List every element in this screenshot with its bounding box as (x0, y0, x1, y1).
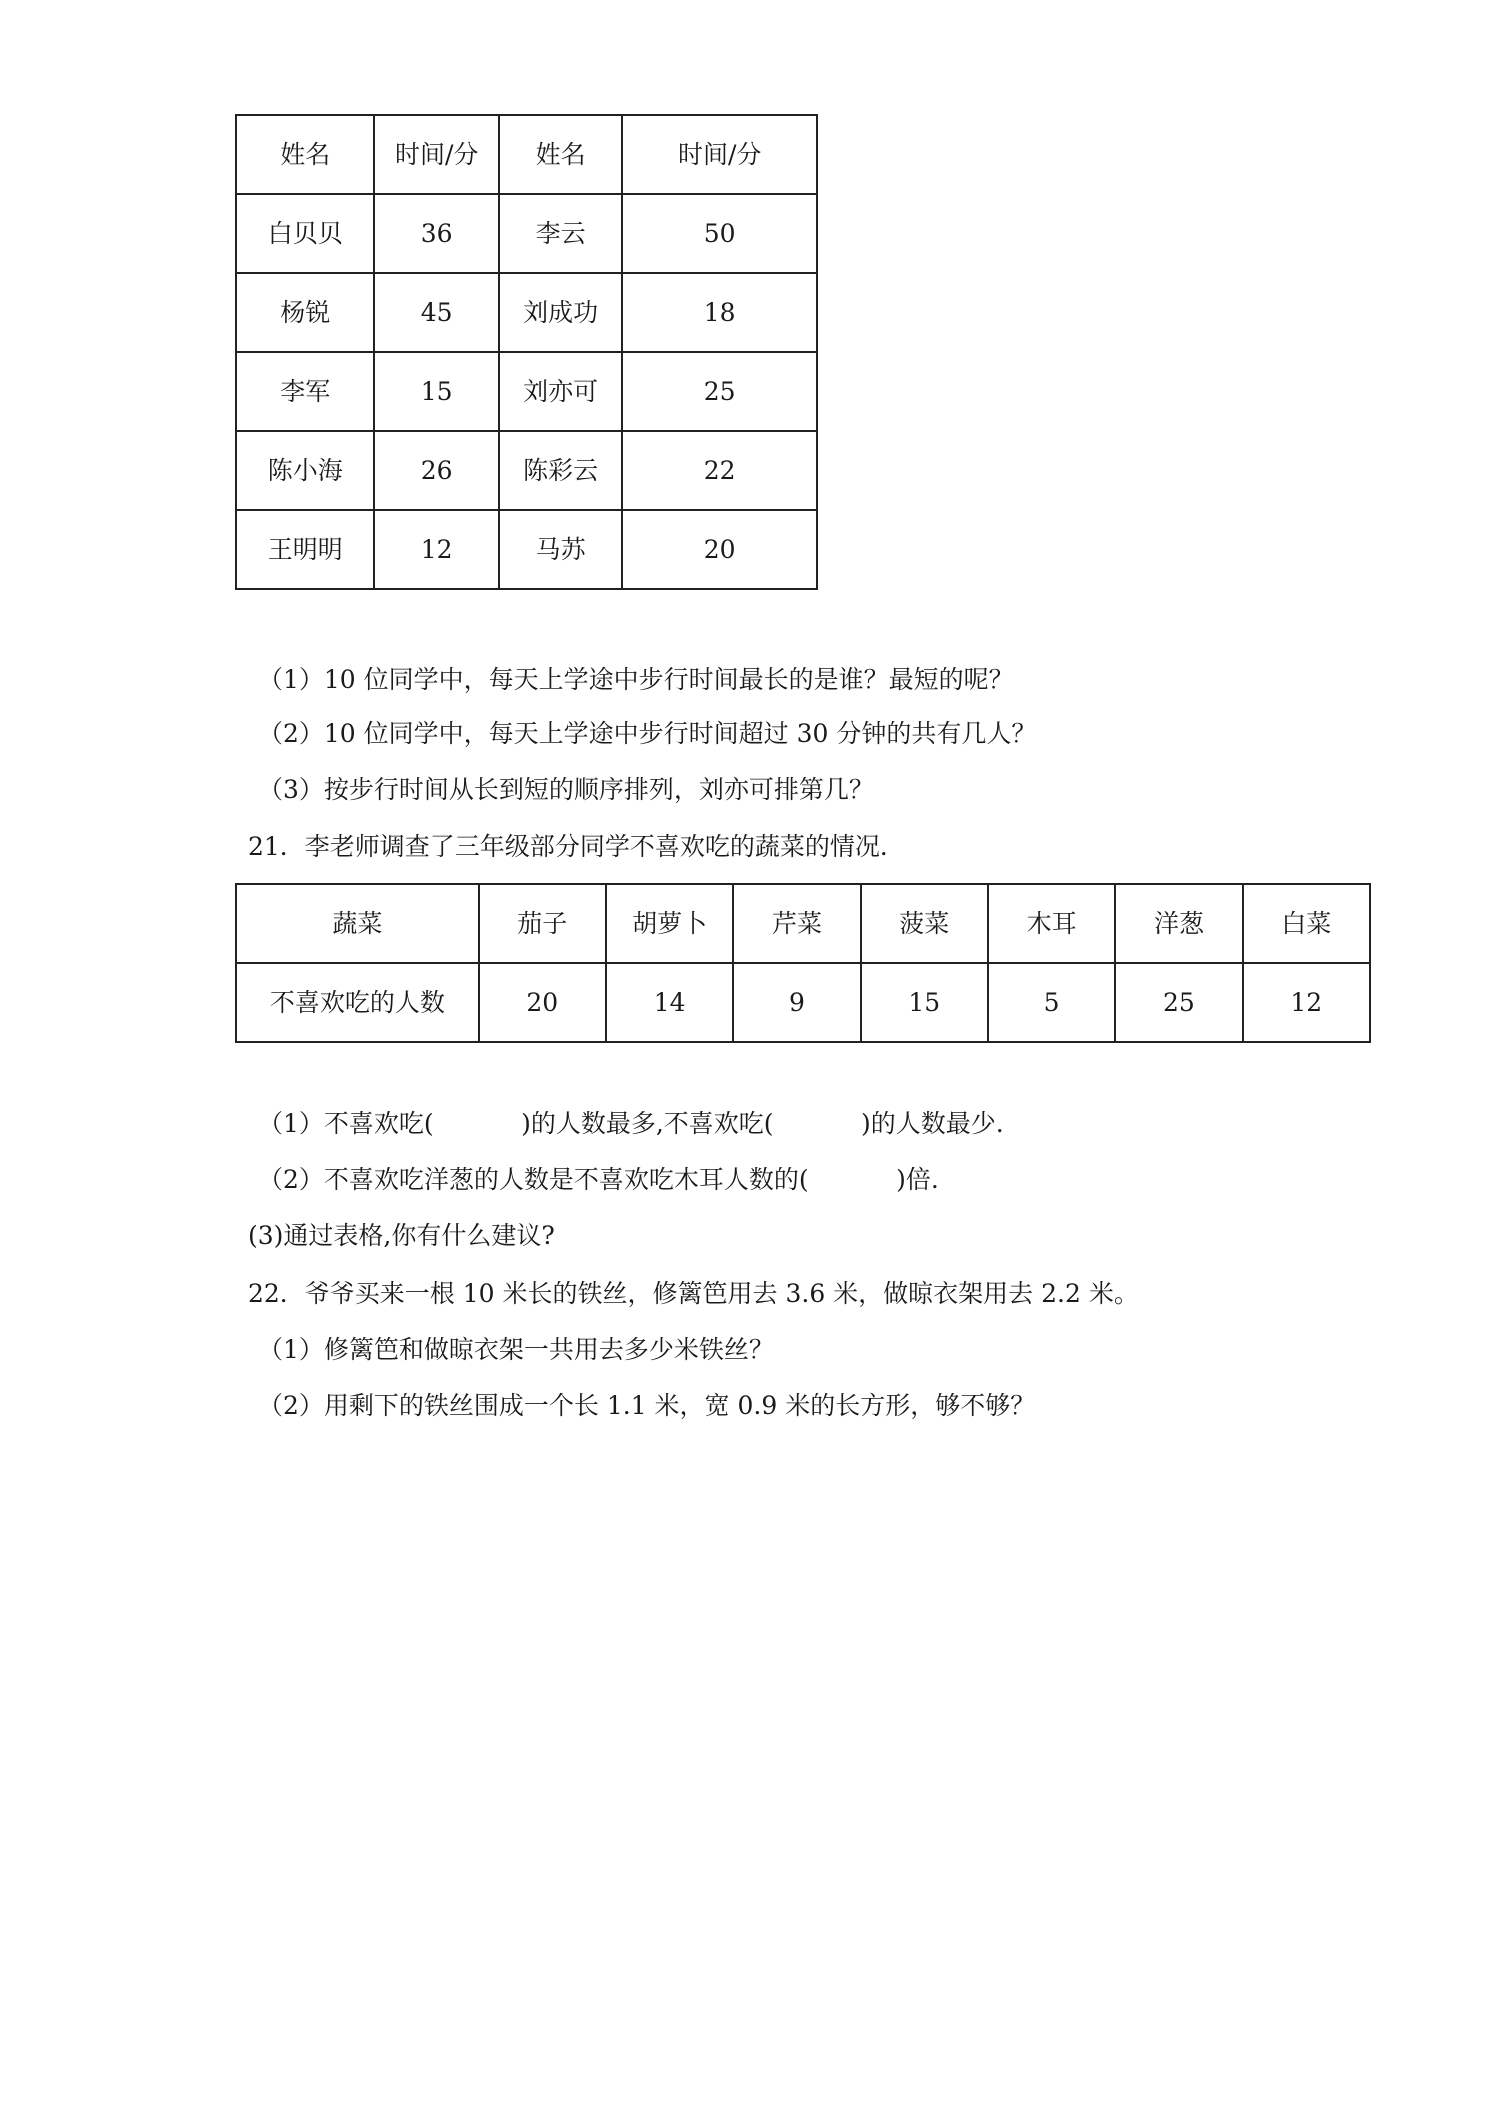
walk-minutes: 50 (622, 194, 817, 273)
student-name: 杨锐 (236, 273, 374, 352)
vegetable-name: 芹菜 (733, 884, 860, 963)
q21-subquestion-2: （2）不喜欢吃洋葱的人数是不喜欢吃木耳人数的( )倍. (258, 1165, 939, 1194)
dislike-count: 5 (988, 963, 1115, 1042)
table-row (236, 352, 817, 431)
q22-subquestion-2: （2）用剩下的铁丝围成一个长 1.1 米，宽 0.9 米的长方形，够不够？ (258, 1391, 1036, 1420)
student-name: 刘亦可 (499, 352, 622, 431)
dislike-count: 14 (606, 963, 733, 1042)
vegetable-row (236, 884, 1370, 963)
q20-subquestion-2: （2）10 位同学中，每天上学途中步行时间超过 30 分钟的共有几人？ (258, 719, 1037, 748)
student-name: 李军 (236, 352, 374, 431)
dislike-count: 25 (1115, 963, 1242, 1042)
vegetable-name: 茄子 (479, 884, 606, 963)
student-name: 马苏 (499, 510, 622, 589)
dislike-count: 20 (479, 963, 606, 1042)
table-row (236, 431, 817, 510)
walk-minutes: 25 (622, 352, 817, 431)
q22-title: 22．爷爷买来一根 10 米长的铁丝，修篱笆用去 3.6 米，做晾衣架用去 2.2 米。 (248, 1279, 1139, 1308)
header-name: 姓名 (236, 115, 374, 194)
dislike-count: 9 (733, 963, 860, 1042)
walk-minutes: 12 (374, 510, 498, 589)
table-header-row (236, 115, 817, 194)
q21-subquestion-1: （1）不喜欢吃( )的人数最多,不喜欢吃( )的人数最少. (258, 1109, 1004, 1138)
vegetable-name: 洋葱 (1115, 884, 1242, 963)
count-row (236, 963, 1370, 1042)
q22-subquestion-1: （1）修篱笆和做晾衣架一共用去多少米铁丝？ (258, 1335, 774, 1364)
dislike-count: 15 (861, 963, 988, 1042)
student-name: 王明明 (236, 510, 374, 589)
walk-minutes: 22 (622, 431, 817, 510)
student-name: 陈小海 (236, 431, 374, 510)
q21-title: 21．李老师调查了三年级部分同学不喜欢吃的蔬菜的情况． (248, 832, 905, 861)
walk-minutes: 18 (622, 273, 817, 352)
table-row (236, 194, 817, 273)
row-label-count: 不喜欢吃的人数 (236, 963, 479, 1042)
table-row (236, 273, 817, 352)
walk-minutes: 26 (374, 431, 498, 510)
walking-time-table (235, 114, 818, 590)
walk-minutes: 45 (374, 273, 498, 352)
student-name: 刘成功 (499, 273, 622, 352)
row-label-vegetable: 蔬菜 (236, 884, 479, 963)
vegetable-survey-table (235, 883, 1371, 1043)
walk-minutes: 15 (374, 352, 498, 431)
header-time: 时间/分 (622, 115, 817, 194)
table-row (236, 510, 817, 589)
student-name: 李云 (499, 194, 622, 273)
student-name: 陈彩云 (499, 431, 622, 510)
walk-minutes: 20 (622, 510, 817, 589)
vegetable-name: 白菜 (1243, 884, 1370, 963)
header-time: 时间/分 (374, 115, 498, 194)
header-name: 姓名 (499, 115, 622, 194)
q21-subquestion-3: (3)通过表格,你有什么建议? (248, 1221, 555, 1250)
vegetable-name: 菠菜 (861, 884, 988, 963)
dislike-count: 12 (1243, 963, 1370, 1042)
q20-subquestion-1: （1）10 位同学中，每天上学途中步行时间最长的是谁？最短的呢？ (258, 665, 1014, 694)
vegetable-name: 胡萝卜 (606, 884, 733, 963)
q20-subquestion-3: （3）按步行时间从长到短的顺序排列，刘亦可排第几？ (258, 775, 874, 804)
walk-minutes: 36 (374, 194, 498, 273)
vegetable-name: 木耳 (988, 884, 1115, 963)
student-name: 白贝贝 (236, 194, 374, 273)
